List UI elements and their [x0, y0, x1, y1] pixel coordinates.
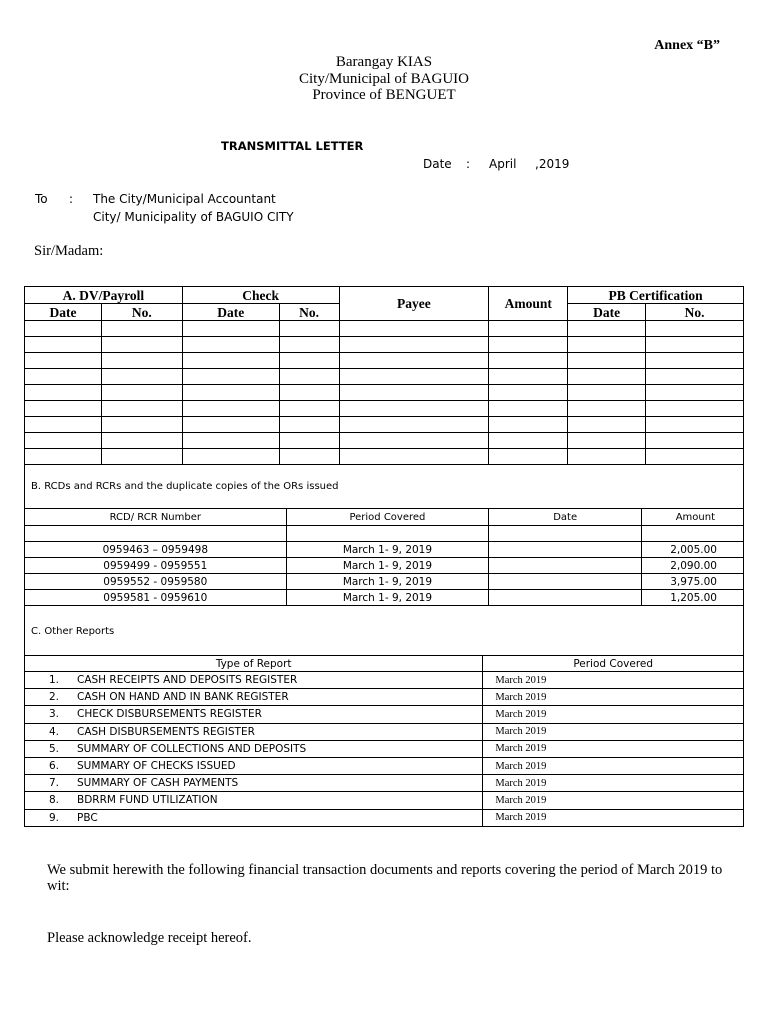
amount: 2,090.00: [642, 558, 744, 574]
header-period-covered: Period Covered: [286, 509, 489, 526]
date-label: Date: [423, 157, 452, 171]
to-label: To: [35, 192, 48, 206]
date-month: April: [489, 157, 517, 171]
report-type: CASH RECEIPTS AND DEPOSITS REGISTER: [77, 674, 298, 687]
table-row: [25, 775, 744, 792]
table-row: [25, 689, 744, 706]
report-number: 6.: [48, 760, 59, 773]
report-number: 8.: [48, 794, 59, 807]
letterhead: [0, 54, 768, 104]
table-row: [25, 401, 744, 417]
period-covered: March 1- 9, 2019: [286, 574, 489, 590]
header-rcd-number: RCD/ RCR Number: [25, 509, 287, 526]
recipient-line-1: The City/Municipal Accountant: [93, 192, 276, 206]
section-c-label: C. Other Reports: [31, 626, 115, 637]
header-amount: Amount: [489, 287, 568, 321]
barangay-name: Barangay KIAS: [335, 54, 433, 70]
report-number: 2.: [48, 691, 59, 704]
date-year: ,2019: [535, 157, 570, 171]
report-type: CASH ON HAND AND IN BANK REGISTER: [77, 691, 289, 704]
table-row: [25, 757, 744, 774]
acknowledge-line: Please acknowledge receipt hereof.: [47, 930, 252, 946]
amount: 2,005.00: [642, 542, 744, 558]
report-type: SUMMARY OF CHECKS ISSUED: [77, 760, 236, 773]
dv-payroll-table: [24, 286, 744, 465]
rcd-number: 0959463 – 0959498: [25, 542, 287, 558]
report-period: March 2019: [483, 740, 744, 757]
table-row: [25, 321, 744, 337]
report-period: March 2019: [483, 809, 744, 826]
table-row: [25, 723, 744, 740]
date-cell: [489, 558, 642, 574]
header-check: Check: [182, 287, 339, 304]
period-covered: March 1- 9, 2019: [286, 558, 489, 574]
report-type: SUMMARY OF CASH PAYMENTS: [77, 777, 239, 790]
province-name: Province of BENGUET: [312, 87, 456, 103]
report-number: 4.: [48, 725, 59, 738]
header-period-covered: Period Covered: [483, 656, 744, 672]
table-row: [25, 706, 744, 723]
date-cell: [489, 574, 642, 590]
period-covered: March 1- 9, 2019: [286, 590, 489, 606]
rcd-rcr-table: [24, 508, 744, 606]
amount: 3,975.00: [642, 574, 744, 590]
rcd-number: 0959581 - 0959610: [25, 590, 287, 606]
report-period: March 2019: [483, 792, 744, 809]
header-check-no: No.: [279, 304, 339, 321]
city-name: City/Municipal of BAGUIO: [299, 70, 469, 87]
date-line: [423, 157, 569, 171]
report-number: 9.: [48, 811, 59, 824]
table-row: [25, 792, 744, 809]
amount: 1,205.00: [642, 590, 744, 606]
section-b-box: [24, 465, 744, 509]
table-row: [25, 433, 744, 449]
to-colon: :: [69, 192, 74, 206]
header-amount: Amount: [642, 509, 744, 526]
table-row: [25, 672, 744, 689]
report-type: SUMMARY OF COLLECTIONS AND DEPOSITS: [77, 742, 307, 755]
report-period: March 2019: [483, 775, 744, 792]
other-reports-table: [24, 655, 744, 827]
report-period: March 2019: [483, 706, 744, 723]
report-period: March 2019: [483, 672, 744, 689]
report-type: PBC: [77, 811, 98, 824]
report-type: BDRRM FUND UTILIZATION: [77, 794, 218, 807]
header-pb-no: No.: [646, 304, 744, 321]
table-row: [25, 385, 744, 401]
date-cell: [489, 542, 642, 558]
header-payee: Payee: [339, 287, 489, 321]
table-row: [25, 353, 744, 369]
report-period: March 2019: [483, 723, 744, 740]
salutation: Sir/Madam:: [34, 243, 104, 259]
header-date: Date: [489, 509, 642, 526]
report-number: 5.: [48, 742, 59, 755]
table-row: [25, 449, 744, 465]
header-check-date: Date: [182, 304, 279, 321]
header-dv-no: No.: [101, 304, 182, 321]
report-type: CASH DISBURSEMENTS REGISTER: [77, 725, 255, 738]
report-period: March 2019: [483, 757, 744, 774]
table-row: [25, 574, 744, 590]
report-type: CHECK DISBURSEMENTS REGISTER: [77, 708, 262, 721]
table-row: [25, 558, 744, 574]
header-pb-certification: PB Certification: [568, 287, 744, 304]
rcd-number: 0959499 - 0959551: [25, 558, 287, 574]
table-row: [25, 337, 744, 353]
header-type-of-report: Type of Report: [25, 656, 483, 672]
table-row: [25, 417, 744, 433]
table-row: [25, 809, 744, 826]
report-number: 7.: [48, 777, 59, 790]
annex-label: Annex “B”: [654, 38, 720, 53]
date-colon: :: [466, 157, 471, 171]
report-number: 3.: [48, 708, 59, 721]
section-b-label: B. RCDs and RCRs and the duplicate copies of the ORs issued: [31, 481, 339, 492]
header-dv-payroll: A. DV/Payroll: [25, 287, 183, 304]
table-row: [25, 542, 744, 558]
recipient-line-2: City/ Municipality of BAGUIO CITY: [93, 210, 294, 224]
header-pb-date: Date: [568, 304, 646, 321]
header-dv-date: Date: [25, 304, 102, 321]
report-period: March 2019: [483, 689, 744, 706]
letter-title: TRANSMITTAL LETTER: [221, 139, 364, 153]
section-c-box: [24, 596, 744, 656]
table-row: [25, 740, 744, 757]
submission-paragraph: We submit herewith the following financial transaction documents and reports covering the period of March 2019 to wit:: [47, 862, 723, 894]
rcd-number: 0959552 - 0959580: [25, 574, 287, 590]
period-covered: March 1- 9, 2019: [286, 542, 489, 558]
table-row: [25, 369, 744, 385]
report-number: 1.: [48, 674, 59, 687]
